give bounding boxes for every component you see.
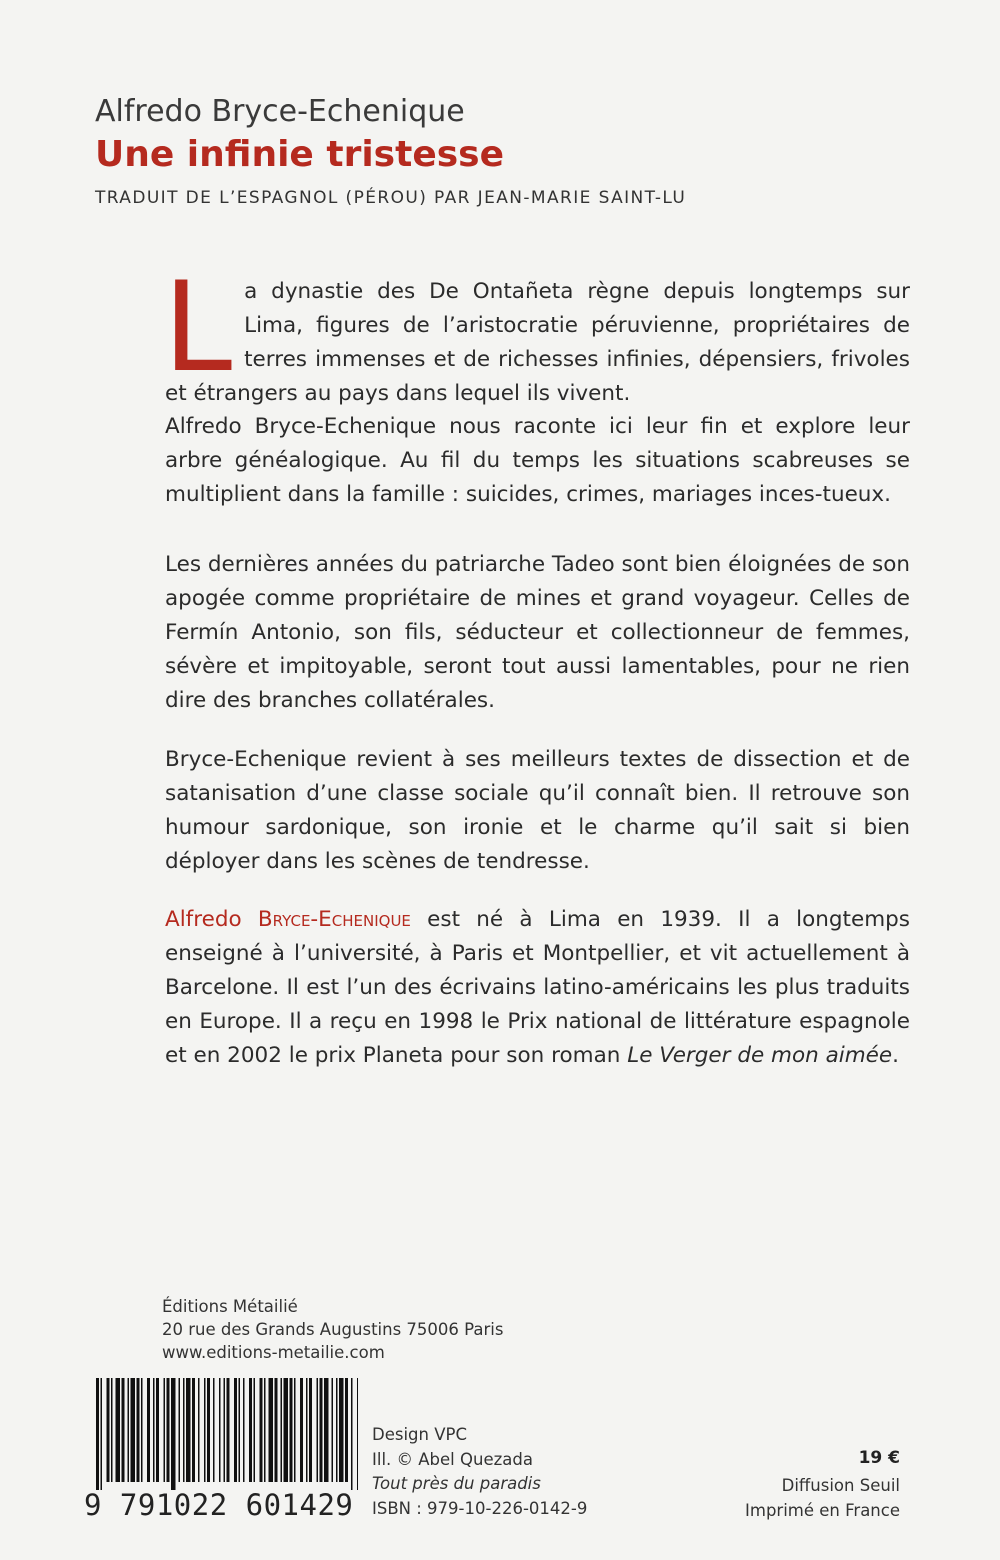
blurb-paragraph-4-text: Bryce-Echenique revient à ses meilleurs textes de dissection et de satanisation d’une classe sociale qu’il connaît bien. Il retrouve son humour sardonique, son ironie et le charme qu’il sait si bien déployer dans les scènes de tendresse. bbox=[165, 747, 910, 874]
blurb-paragraph-2 bbox=[165, 410, 910, 512]
blurb-paragraph-4 bbox=[165, 743, 910, 879]
barcode-bar bbox=[254, 1378, 256, 1482]
barcode-bar bbox=[167, 1378, 170, 1482]
barcode-bar bbox=[153, 1378, 155, 1482]
barcode-bar bbox=[183, 1378, 185, 1482]
barcode-bar bbox=[192, 1378, 195, 1482]
barcode-bar bbox=[171, 1378, 176, 1490]
barcode-bar bbox=[186, 1378, 191, 1482]
credits-block bbox=[372, 1423, 587, 1521]
drop-cap: L bbox=[163, 256, 233, 400]
diffusion-label: Diffusion Seuil bbox=[781, 1476, 900, 1495]
barcode-bar bbox=[357, 1378, 358, 1490]
barcode-bar bbox=[239, 1378, 241, 1482]
bio-book-title: Le Verger de mon aimée bbox=[627, 1043, 893, 1068]
barcode-digits: 9 791022 601429 bbox=[84, 1488, 354, 1522]
illustration-credit: Ill. © Abel Quezada bbox=[372, 1449, 533, 1469]
isbn-number: ISBN : 979-10-226-0142-9 bbox=[372, 1498, 588, 1518]
barcode-bar bbox=[306, 1378, 308, 1482]
barcode-bar bbox=[345, 1378, 348, 1482]
bio-text: est né à Lima en 1939. Il a longtemps enseigné à l’université, à Paris et Montpellier, et vit actuellement à Barcelone. Il est l’un des écrivains latino-américains les plus traduits en Europe. Il a reçu en 1998 le Prix national de littérature espagnole et en 2002 le prix Planeta pour son roman bbox=[165, 907, 910, 1068]
distribution-info bbox=[745, 1473, 900, 1523]
barcode-bar bbox=[243, 1378, 245, 1482]
barcode-bar bbox=[227, 1378, 230, 1482]
bio-author-first-name: Alfredo bbox=[165, 907, 258, 932]
publisher-website: www.editions-metailie.com bbox=[162, 1343, 385, 1362]
barcode-bar bbox=[290, 1378, 293, 1482]
barcode-bar bbox=[300, 1378, 303, 1482]
book-title: Une infinie tristesse bbox=[95, 134, 505, 175]
author-name: Alfredo Bryce-Echenique bbox=[95, 94, 465, 129]
publisher-name: Éditions Métailié bbox=[162, 1297, 298, 1316]
barcode-bar bbox=[107, 1378, 110, 1482]
barcode-bar bbox=[332, 1378, 334, 1482]
barcode-bar bbox=[116, 1378, 121, 1482]
isbn-barcode bbox=[96, 1378, 358, 1490]
barcode-bar bbox=[96, 1378, 99, 1490]
barcode-bar bbox=[317, 1378, 319, 1482]
barcode-bar bbox=[320, 1378, 323, 1482]
barcode-bar bbox=[207, 1378, 210, 1482]
barcode-bar bbox=[219, 1378, 221, 1482]
blurb-paragraph-3-text: Les dernières années du patriarche Tadeo sont bien éloignées de son apogée comme propriétaire de mines et grand voyageur. Celles de Fermín Antonio, son fils, séducteur et collectionneur de femmes, sévère et impitoyable, seront tout aussi lamentables, pour ne rien dire des branches collatérales. bbox=[165, 552, 910, 713]
barcode-bar bbox=[336, 1378, 338, 1482]
barcode-bar bbox=[128, 1378, 130, 1482]
design-credit: Design VPC bbox=[372, 1425, 467, 1444]
barcode-bar bbox=[351, 1378, 353, 1490]
barcode-bar bbox=[275, 1378, 278, 1482]
barcode-bar bbox=[156, 1378, 159, 1482]
barcode-bar bbox=[198, 1378, 200, 1482]
barcode-bar bbox=[111, 1378, 113, 1482]
publisher-address: 20 rue des Grands Augustins 75006 Paris bbox=[162, 1320, 504, 1339]
barcode-bar bbox=[281, 1378, 283, 1482]
barcode-bar bbox=[122, 1378, 125, 1482]
publisher-info bbox=[162, 1295, 503, 1364]
barcode-bar bbox=[324, 1378, 329, 1482]
bio-end: . bbox=[892, 1043, 899, 1068]
barcode-bar bbox=[213, 1378, 215, 1482]
author-bio bbox=[165, 903, 910, 1073]
author-bio-text bbox=[165, 903, 910, 1073]
barcode-bar bbox=[294, 1378, 296, 1482]
barcode-bar bbox=[147, 1378, 150, 1482]
barcode-bar bbox=[234, 1378, 237, 1482]
barcode-bar bbox=[204, 1378, 206, 1482]
blurb-paragraph-3 bbox=[165, 548, 910, 718]
barcode-bar bbox=[224, 1378, 226, 1482]
blurb-paragraph-1 bbox=[163, 256, 910, 411]
barcode-bar bbox=[284, 1378, 289, 1482]
barcode-bar bbox=[131, 1378, 136, 1482]
barcode-bar bbox=[137, 1378, 140, 1482]
barcode-bar bbox=[141, 1378, 143, 1482]
blurb-paragraph-2-text: Alfredo Bryce-Echenique nous raconte ici leur fin et explore leur arbre généalogique. Au fil du temps les situations scabreuses se multiplient dans la famille : suicides, crimes, mariages inces-tueux. bbox=[165, 414, 910, 507]
barcode-bar bbox=[264, 1378, 266, 1482]
bio-author-last-name: Bryce-Echenique bbox=[257, 907, 411, 932]
barcode-bar bbox=[164, 1378, 166, 1482]
barcode-bar bbox=[179, 1378, 181, 1482]
barcode-bar bbox=[269, 1378, 274, 1482]
barcode-bar bbox=[101, 1378, 103, 1490]
barcode-bar bbox=[249, 1378, 252, 1482]
price: 19 € bbox=[858, 1448, 900, 1468]
translator-credit: TRADUIT DE L’ESPAGNOL (PÉROU) PAR JEAN-MARIE SAINT-LU bbox=[95, 188, 687, 208]
barcode-bar bbox=[339, 1378, 344, 1482]
barcode-bar bbox=[260, 1378, 263, 1482]
illustration-title: Tout près du paradis bbox=[372, 1474, 541, 1493]
blurb-paragraph-1-text: a dynastie des De Ontañeta règne depuis longtemps sur Lima, figures de l’aristocratie péruvienne, propriétaires de terres immenses et de richesses infinies, dépensiers, frivoles et étrangers au pays dans lequel ils vivent. bbox=[165, 279, 910, 406]
printed-label: Imprimé en France bbox=[745, 1501, 900, 1520]
barcode-bar bbox=[309, 1378, 312, 1482]
